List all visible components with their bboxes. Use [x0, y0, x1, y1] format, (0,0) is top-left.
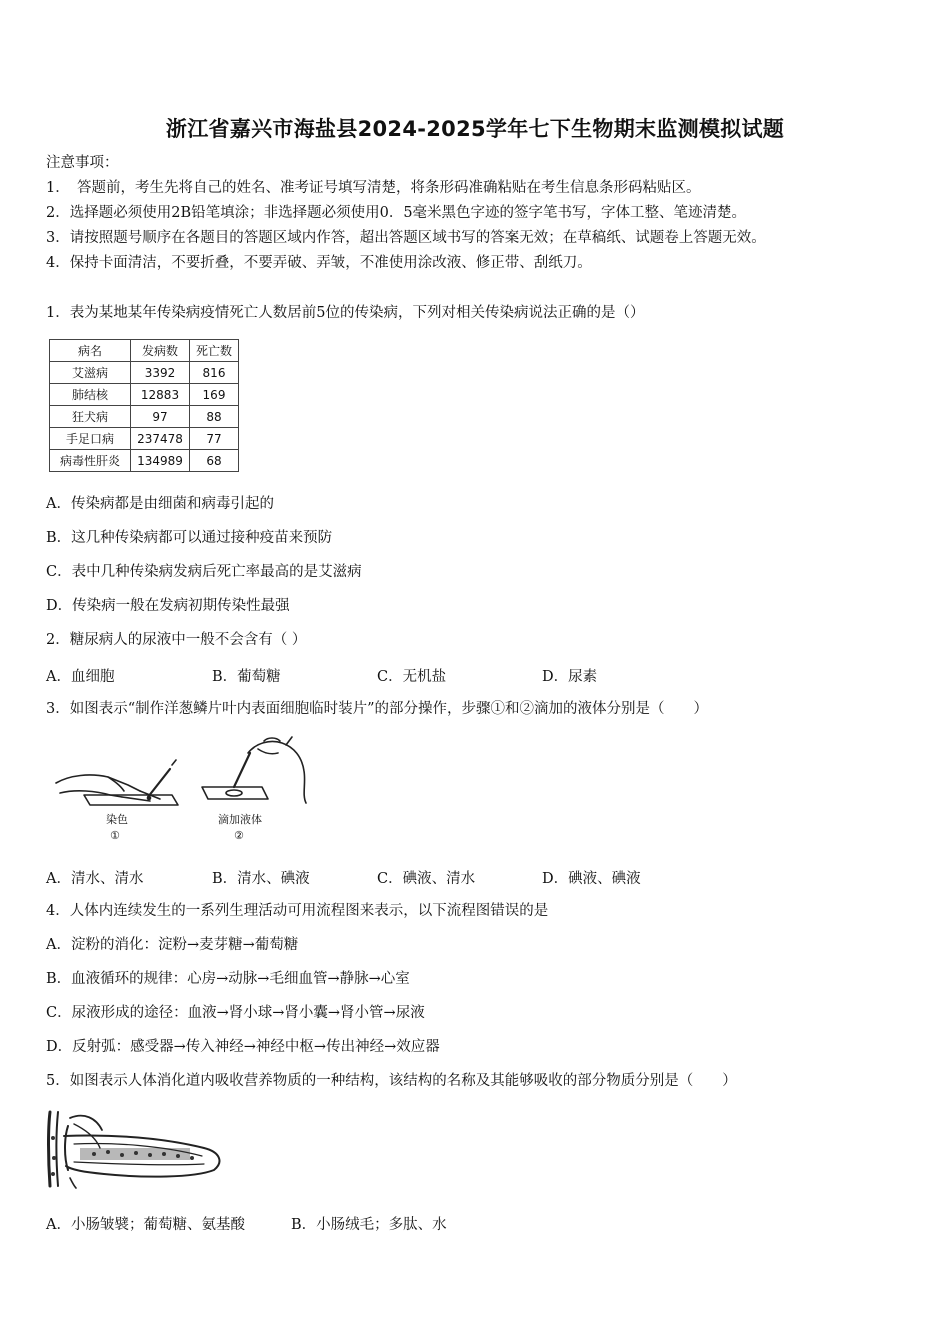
figure-label-1: 染色 — [106, 813, 128, 826]
figure-number-2: ② — [234, 829, 244, 842]
q3-option-b: B．清水、碘液 — [212, 871, 310, 887]
table-cell: 手足口病 — [50, 428, 131, 450]
table-cell: 狂犬病 — [50, 406, 131, 428]
q5-option-a: A．小肠皱襞；葡萄糖、氨基酸 — [46, 1217, 245, 1233]
q4-option-a: A．淀粉的消化：淀粉→麦芽糖→葡萄糖 — [46, 937, 299, 953]
table-row — [50, 428, 239, 450]
table-header-cell: 病名 — [50, 340, 131, 362]
table-cell: 169 — [190, 384, 239, 406]
q5-stem: 5．如图表示人体消化道内吸收营养物质的一种结构，该结构的名称及其能够吸收的部分物质分别是（ ） — [46, 1073, 737, 1089]
q3-option-a: A．清水、清水 — [46, 871, 144, 887]
q4-option-b: B．血液循环的规律：心房→动脉→毛细血管→静脉→心室 — [46, 971, 410, 987]
q2-option-a: A．血细胞 — [46, 669, 115, 685]
table-row — [50, 406, 239, 428]
table-row — [50, 384, 239, 406]
disease-table — [49, 339, 239, 472]
table-row — [50, 450, 239, 472]
q2-stem: 2．糖尿病人的尿液中一般不会含有（ ） — [46, 632, 307, 648]
page-title: 浙江省嘉兴市海盐县2024-2025学年七下生物期末监测模拟试题 — [165, 117, 785, 141]
q4-option-d: D．反射弧：感受器→传入神经→神经中枢→传出神经→效应器 — [46, 1039, 440, 1055]
table-header-cell: 死亡数 — [190, 340, 239, 362]
q1-option-b: B．这几种传染病都可以通过接种疫苗来预防 — [46, 530, 333, 546]
notice-heading: 注意事项： — [46, 155, 119, 171]
q2-option-c: C．无机盐 — [377, 669, 447, 685]
q5-options — [46, 1213, 906, 1233]
table-cell: 68 — [190, 450, 239, 472]
table-cell: 816 — [190, 362, 239, 384]
table-cell: 237478 — [131, 428, 190, 450]
q3-option-d: D．碘液、碘液 — [542, 871, 641, 887]
q5-option-b: B．小肠绒毛；多肽、水 — [291, 1217, 447, 1233]
q4-stem: 4．人体内连续发生的一系列生理活动可用流程图来表示，以下流程图错误的是 — [46, 903, 549, 919]
intestinal-villus-figure — [44, 1108, 229, 1190]
table-header-cell: 发病数 — [131, 340, 190, 362]
table-cell: 3392 — [131, 362, 190, 384]
table-cell: 88 — [190, 406, 239, 428]
table-cell: 病毒性肝炎 — [50, 450, 131, 472]
q4-option-c: C．尿液形成的途径：血液→肾小球→肾小囊→肾小管→尿液 — [46, 1005, 425, 1021]
table-cell: 134989 — [131, 450, 190, 472]
notice-item: 4．保持卡面清洁，不要折叠，不要弄破、弄皱，不准使用涂改液、修正带、刮纸刀。 — [46, 255, 592, 271]
notice-item: 2．选择题必须使用2B铅笔填涂；非选择题必须使用0．5毫米黑色字迹的签字笔书写，字体工整、笔迹清楚。 — [46, 205, 747, 221]
q1-option-d: D．传染病一般在发病初期传染性最强 — [46, 598, 290, 614]
q1-option-c: C．表中几种传染病发病后死亡率最高的是艾滋病 — [46, 564, 362, 580]
figure-number-1: ① — [110, 829, 120, 842]
table-cell: 77 — [190, 428, 239, 450]
q2-option-d: D．尿素 — [542, 669, 598, 685]
table-cell: 12883 — [131, 384, 190, 406]
table-cell: 肺结核 — [50, 384, 131, 406]
q1-option-a: A．传染病都是由细菌和病毒引起的 — [46, 496, 274, 512]
notice-item: 1． 答题前，考生先将自己的姓名、准考证号填写清楚，将条形码准确粘贴在考生信息条形码粘贴区。 — [46, 180, 701, 196]
q1-stem: 1．表为某地某年传染病疫情死亡人数居前5位的传染病，下列对相关传染病说法正确的是（） — [46, 305, 645, 321]
q3-options — [46, 867, 906, 887]
slide-preparation-figure — [50, 735, 320, 850]
table-header-row — [50, 340, 239, 362]
table-cell: 艾滋病 — [50, 362, 131, 384]
q3-stem: 3．如图表示“制作洋葱鳞片叶内表面细胞临时装片”的部分操作，步骤①和②滴加的液体分别是（ ） — [46, 701, 709, 717]
notice-item: 3．请按照题号顺序在各题目的答题区域内作答，超出答题区域书写的答案无效；在草稿纸、试题卷上答题无效。 — [46, 230, 766, 246]
q3-option-c: C．碘液、清水 — [377, 871, 476, 887]
q2-option-b: B．葡萄糖 — [212, 669, 281, 685]
figure-label-2: 滴加液体 — [218, 813, 262, 826]
q2-options — [46, 665, 906, 685]
table-cell: 97 — [131, 406, 190, 428]
table-row — [50, 362, 239, 384]
